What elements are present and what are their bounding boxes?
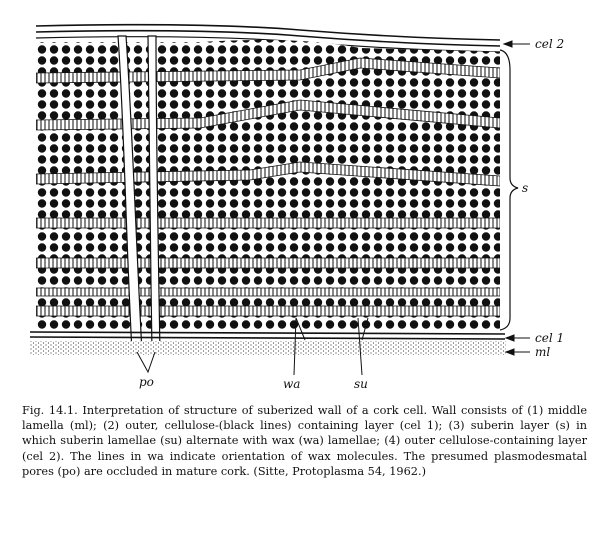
label-wa: wa	[283, 377, 301, 391]
caption-text: Interpretation of structure of suberized wall of a cork cell. Wall consists of (1) middle lamella (ml); (2) outer, cellulose-(black lines) containing layer (cel 1); (3) suberin layer (s) in which suberin lamellae (su) alternate with wax (wa) lamellae; (4) outer cellulose-containing layer (cel 2). The lines in wa indicate orientation of wax molecules. The presumed plasmodesmatal pores (po) are occluded in mature cork. (Sitte, Protoplasma 54, 1962.)	[22, 404, 588, 478]
suberin-layer	[36, 40, 500, 332]
label-s: s	[522, 181, 529, 195]
figure-caption	[22, 403, 587, 479]
label-ml: ml	[535, 345, 551, 359]
middle-lamella	[30, 341, 506, 355]
label-cel1: cel 1	[535, 331, 565, 345]
suberin-bracket	[500, 50, 518, 330]
label-cel2: cel 2	[535, 37, 565, 51]
label-su: su	[354, 377, 368, 391]
cel1-layer	[30, 332, 505, 339]
caption-figure-number: Fig. 14.1.	[22, 404, 78, 417]
label-po: po	[139, 375, 154, 389]
